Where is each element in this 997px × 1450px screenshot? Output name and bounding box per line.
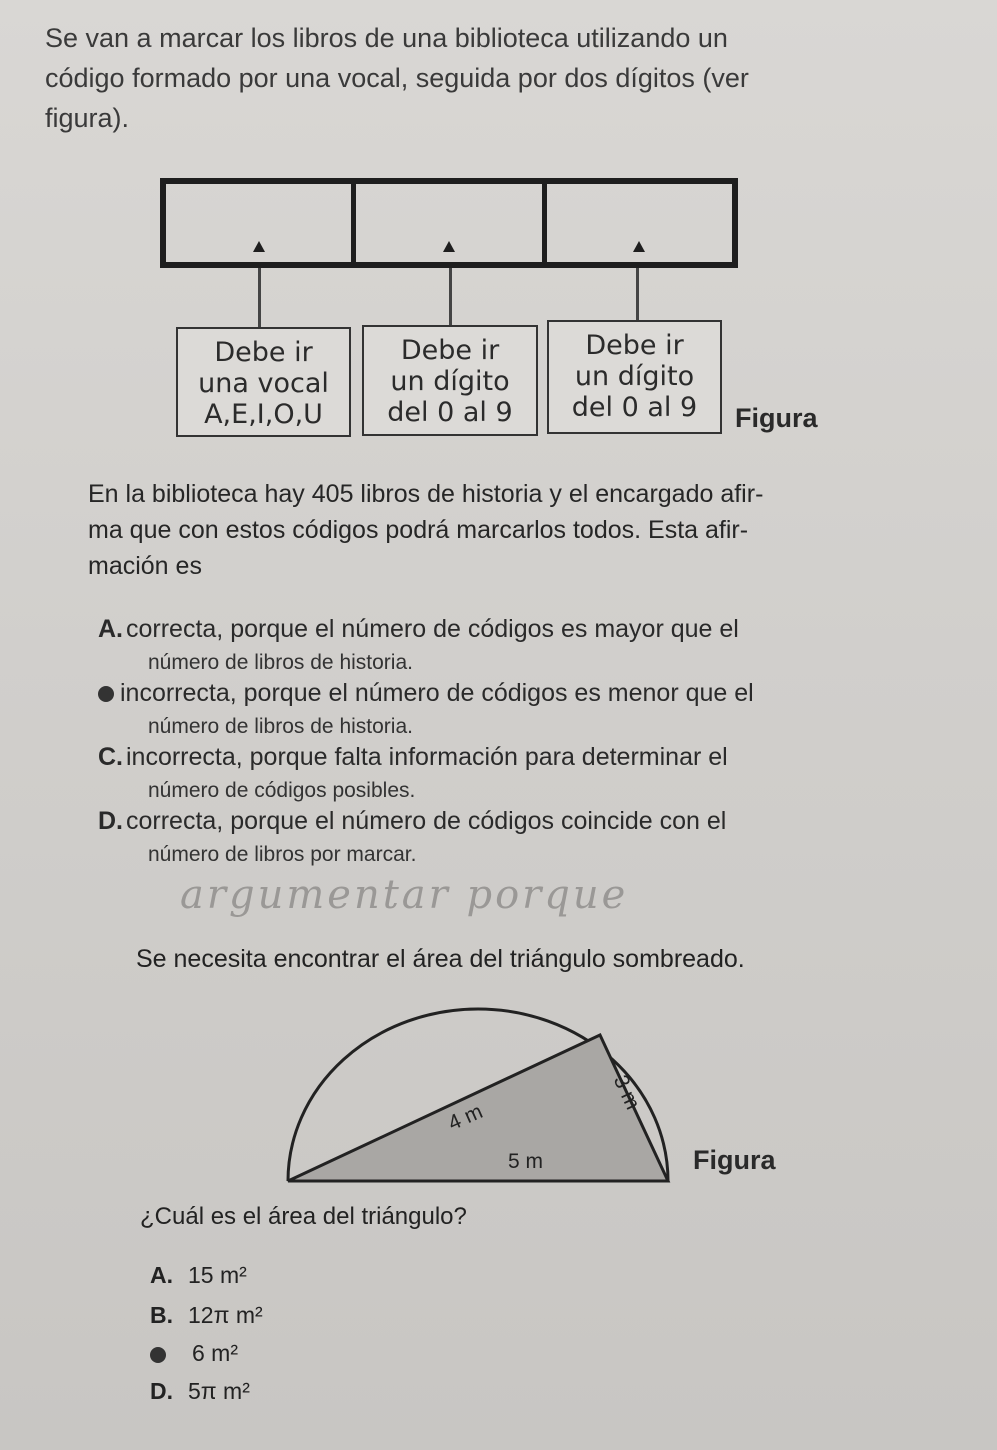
- option-text-continued: número de libros de historia.: [148, 651, 413, 674]
- option-text-continued: número de libros por marcar.: [148, 843, 417, 866]
- rule-line: del 0 al 9: [387, 397, 513, 428]
- connector-line: [258, 268, 261, 328]
- answer-c-selected[interactable]: [150, 1340, 238, 1367]
- rule-line: del 0 al 9: [571, 392, 698, 423]
- question-2: Se necesita encontrar el área del triángulo sombreado.: [136, 945, 745, 973]
- code-cell-digit-1: [356, 184, 546, 262]
- arrow-up-icon: [443, 241, 455, 252]
- intro-line: figura).: [45, 103, 130, 133]
- rule-line: una vocal: [198, 368, 329, 399]
- filled-circle-icon: [98, 686, 114, 702]
- rule-box-vowel: [176, 327, 351, 437]
- option-c[interactable]: [98, 740, 898, 808]
- question-line: ma que con estos códigos podrá marcarlos todos. Esta afir-: [88, 516, 749, 544]
- question-3: ¿Cuál es el área del triángulo?: [140, 1203, 467, 1230]
- option-text: correcta, porque el número de códigos es mayor que el: [126, 615, 739, 643]
- figure-label-2: Figura: [693, 1145, 776, 1175]
- question-line: En la biblioteca hay 405 libros de historia y el encargado afir-: [88, 480, 764, 508]
- answer-b[interactable]: [150, 1302, 263, 1329]
- option-letter: A.: [98, 615, 123, 643]
- option-text-continued: número de códigos posibles.: [148, 779, 416, 802]
- intro-line: Se van a marcar los libros de una biblioteca utilizando un: [45, 23, 728, 53]
- rule-line: Debe ir: [400, 335, 500, 366]
- intro-paragraph: [45, 18, 965, 138]
- filled-circle-icon: [150, 1347, 166, 1363]
- question-line: mación es: [88, 552, 202, 580]
- answer-value: 15 m²: [188, 1262, 247, 1288]
- answer-letter: B.: [150, 1302, 173, 1328]
- option-b-selected[interactable]: [98, 676, 898, 744]
- rule-box-digit-1: [362, 325, 538, 436]
- answer-value: 6 m²: [192, 1340, 238, 1366]
- figure-label: Figura: [735, 403, 818, 433]
- option-letter: C.: [98, 743, 123, 771]
- rule-line: un dígito: [390, 366, 510, 397]
- label-side-3m: 3 m: [608, 1071, 645, 1114]
- label-side-5m: 5 m: [508, 1150, 544, 1173]
- rule-line: A,E,I,O,U: [204, 399, 323, 430]
- option-letter: D.: [98, 807, 123, 835]
- handwritten-note: argumentar porque: [180, 872, 629, 918]
- option-a[interactable]: [98, 612, 898, 680]
- answer-d[interactable]: [150, 1378, 250, 1405]
- connector-line: [636, 268, 639, 320]
- option-text-continued: número de libros de historia.: [148, 715, 413, 738]
- arrow-up-icon: [633, 241, 645, 252]
- answer-a[interactable]: [150, 1262, 247, 1289]
- triangle-semicircle-figure: [270, 995, 710, 1195]
- answer-value: 5π m²: [188, 1378, 250, 1404]
- code-cell-digit-2: [547, 184, 732, 262]
- intro-line: código formado por una vocal, seguida por dos dígitos (ver: [45, 63, 749, 93]
- rule-line: un dígito: [574, 361, 695, 392]
- answer-value: 12π m²: [188, 1302, 263, 1328]
- answer-letter: D.: [150, 1378, 173, 1404]
- rule-line: Debe ir: [585, 330, 684, 361]
- rule-box-digit-2: [547, 320, 722, 434]
- rule-line: Debe ir: [214, 337, 313, 368]
- answer-letter: A.: [150, 1262, 173, 1288]
- code-box: [160, 178, 738, 268]
- question-1: [88, 476, 928, 584]
- option-d[interactable]: [98, 804, 898, 872]
- option-text: incorrecta, porque el número de códigos es menor que el: [120, 679, 754, 707]
- label-side-4m: 4 m: [444, 1099, 487, 1136]
- arrow-up-icon: [253, 241, 265, 252]
- option-text: correcta, porque el número de códigos coincide con el: [126, 807, 727, 835]
- option-text: incorrecta, porque falta información para determinar el: [126, 743, 728, 771]
- connector-line: [449, 268, 452, 325]
- code-cell-vowel: [166, 184, 356, 262]
